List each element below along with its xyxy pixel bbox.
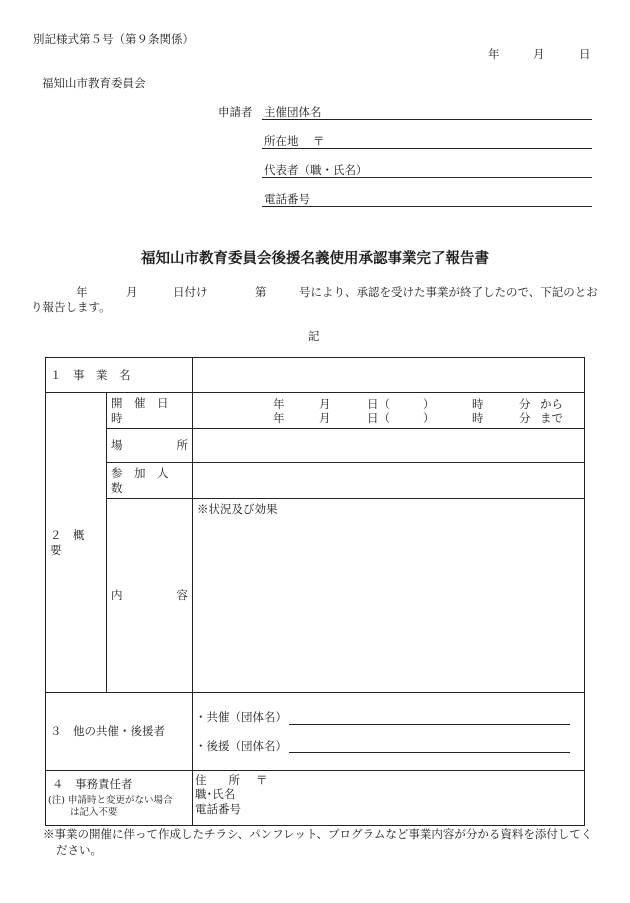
address-label: 所在地 bbox=[264, 134, 299, 148]
office-manager-label: ４ 事務責任者 (注) 申請時と変更がない場合 は記入不要 bbox=[46, 771, 193, 826]
date-year-label: 年 bbox=[488, 47, 500, 61]
place-field[interactable] bbox=[193, 429, 585, 463]
postal-mark: 〒 bbox=[313, 134, 325, 148]
phone-label: 電話番号 bbox=[264, 192, 310, 206]
representative-label: 代表者（職・氏名） bbox=[264, 163, 368, 177]
overview-section-label: ２ 概 要 bbox=[46, 393, 107, 693]
document-title: 福知山市教育委員会後援名義使用承認事業完了報告書 bbox=[141, 250, 489, 267]
addressee: 福知山市教育委員会 bbox=[42, 76, 146, 90]
intro-dated: 日付け bbox=[173, 285, 208, 299]
phone-field[interactable] bbox=[262, 206, 592, 207]
datetime-field[interactable]: 年 月 日（ ） 時 分 から 年 月 日（ ） 時 分 まで bbox=[193, 393, 585, 429]
cohost-label: ・共催（団体名） bbox=[195, 710, 287, 725]
report-table bbox=[45, 357, 585, 826]
cosponsor-label: ３ 他の共催・後援者 bbox=[46, 693, 193, 771]
intro-text-line1: 号により、承認を受けた事業が終了したので、下記のとお bbox=[299, 285, 598, 299]
intro-year: 年 bbox=[76, 285, 88, 299]
content-note: ※状況及び効果 bbox=[197, 502, 278, 516]
ki-label: 記 bbox=[308, 329, 320, 343]
date-month-label: 月 bbox=[533, 47, 545, 61]
representative-field[interactable] bbox=[262, 177, 592, 178]
intro-number-prefix: 第 bbox=[255, 285, 267, 299]
event-name-field[interactable] bbox=[193, 358, 585, 393]
applicant-label: 申請者 bbox=[218, 105, 253, 119]
form-number-label: 別記様式第５号（第９条関係） bbox=[33, 32, 194, 46]
date-day-label: 日 bbox=[579, 47, 591, 61]
sponsor-label: ・後援（団体名） bbox=[195, 738, 287, 753]
footnote-line1: ※事業の開催に伴って作成したチラシ、パンフレット、プログラムなど事業内容が分かる資料を添付してく bbox=[43, 827, 593, 841]
office-manager-field[interactable]: 住 所 〒 職･氏名 電話番号 bbox=[193, 771, 585, 826]
org-name-label: 主催団体名 bbox=[264, 105, 322, 119]
footnote-line2: ださい。 bbox=[56, 843, 102, 857]
content-label: 内 容 bbox=[107, 499, 193, 693]
org-name-field[interactable] bbox=[262, 119, 592, 120]
intro-text-line2: り報告します。 bbox=[31, 300, 111, 314]
address-field[interactable] bbox=[262, 148, 592, 149]
participants-label: 参 加 人 数 bbox=[107, 463, 193, 499]
datetime-label: 開 催 日 時 bbox=[107, 393, 193, 429]
cohost-input[interactable] bbox=[289, 712, 570, 725]
event-name-label: １ 事 業 名 bbox=[46, 358, 193, 393]
place-label: 場 所 bbox=[107, 429, 193, 463]
participants-field[interactable] bbox=[193, 463, 585, 499]
sponsor-input[interactable] bbox=[289, 740, 570, 753]
intro-month: 月 bbox=[126, 285, 138, 299]
content-field[interactable] bbox=[193, 499, 585, 693]
cosponsor-field bbox=[193, 693, 585, 771]
